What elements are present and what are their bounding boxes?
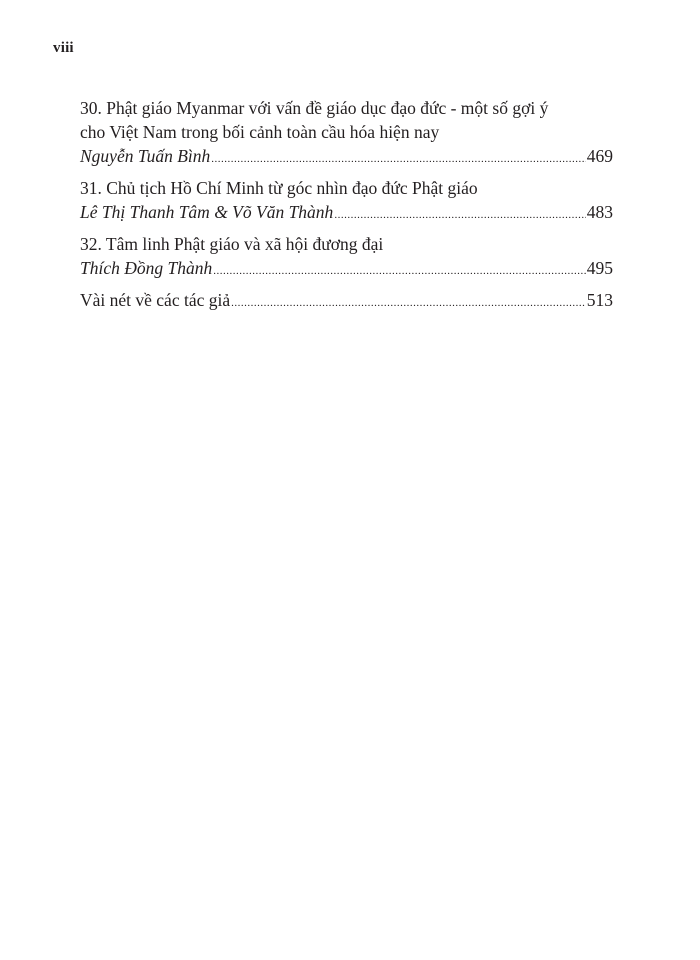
toc-entry-title-line: 32. Tâm linh Phật giáo và xã hội đương đại [80,234,384,254]
toc-entry-title-line: 30. Phật giáo Myanmar với vấn đề giáo dục đạo đức - một số gợi ý [80,98,549,118]
toc-entry-author: Lê Thị Thanh Tâm & Võ Văn Thành [80,202,334,222]
toc-entry-title-line: 31. Chủ tịch Hồ Chí Minh từ góc nhìn đạo đức Phật giáo [80,178,478,198]
toc-entry-page-number: 513 [586,290,613,310]
toc-entry-author-row [80,144,613,168]
table-of-contents [80,96,613,320]
toc-entry-page-number: 469 [586,146,613,166]
dot-leader [231,288,586,315]
dot-leader [211,144,585,171]
toc-entry-page-number: 483 [586,202,613,222]
dot-leader [213,256,586,283]
toc-entry-30[interactable] [80,96,613,168]
toc-entry-author-row [80,256,613,280]
toc-entry-32[interactable] [80,232,613,280]
toc-entry-31[interactable] [80,176,613,224]
toc-entry-about-authors[interactable] [80,288,613,312]
toc-entry-author: Thích Đồng Thành [80,258,213,278]
dot-leader [334,200,585,227]
toc-entry-title-line: cho Việt Nam trong bối cảnh toàn cầu hóa hiện nay [80,122,440,142]
toc-entry-page-number: 495 [586,258,613,278]
toc-entry-title: Vài nét về các tác giả [80,290,231,310]
toc-entry-row [80,288,613,312]
toc-entry-author: Nguyễn Tuấn Bình [80,146,211,166]
toc-entry-author-row [80,200,613,224]
page-number-folio: viii [53,40,74,56]
